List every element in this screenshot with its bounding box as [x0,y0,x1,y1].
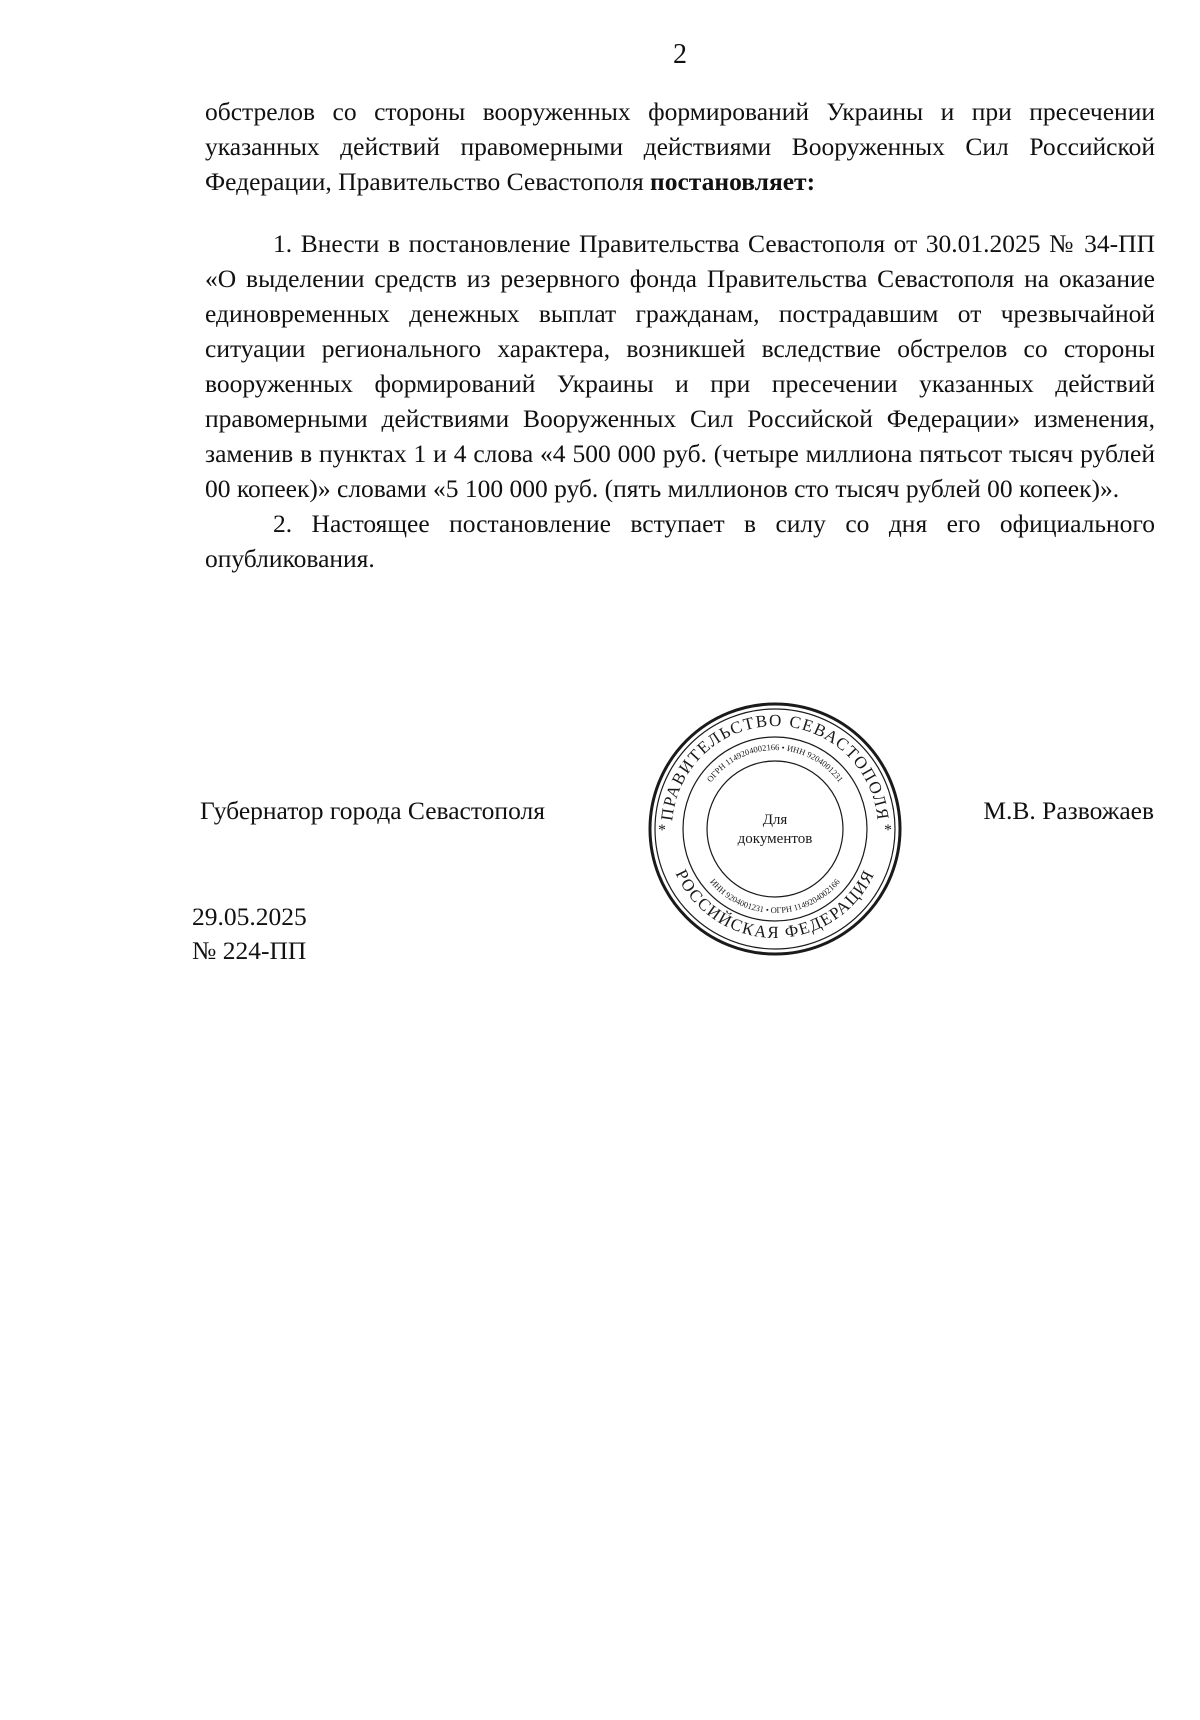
intro-paragraph [205,94,1155,199]
document-body [205,94,1155,576]
svg-text:ПРАВИТЕЛЬСТВО СЕВАСТОПОЛЯ [657,711,893,822]
document-requisites [192,900,307,968]
seal-center-line1: Для [762,812,788,828]
seal-star-left: * [658,822,666,839]
seal-star-right: * [884,822,892,839]
item-2-paragraph: 2. Настоящее постановление вступает в силу со дня его официального опубликования. [205,509,1155,573]
document-number: № 224-ПП [192,936,307,965]
intro-text: обстрелов со стороны вооруженных формирований Украины и при пресечении указанных действий правомерными действиями Вооруженных Сил Российской Федерации, Правительство Севастополя [205,97,1155,196]
signatory-position: Губернатор города Севастополя [200,796,545,825]
document-date: 29.05.2025 [192,902,307,931]
svg-text:ИНН 9204001231 • ОГРН 11492040 [708,877,842,915]
signatory-name: М.В. Развожаев [983,796,1154,825]
resolution-word: постановляет: [650,167,816,196]
seal-outer-bottom-text: РОССИЙСКАЯ ФЕДЕРАЦИЯ [671,866,879,943]
svg-text:ОГРН 1149204002166 • ИНН 92040 [705,742,846,784]
page-number: 2 [673,39,687,70]
seal-inner-top-text: ОГРН 1149204002166 • ИНН 9204001231 [704,741,846,785]
official-seal [644,698,906,960]
seal-outer-top-text: ПРАВИТЕЛЬСТВО СЕВАСТОПОЛЯ [657,710,893,822]
seal-inner-bottom-text: ИНН 9204001231 • ОГРН 1149204002166 [708,876,842,916]
seal-center-line2: документов [737,831,813,847]
item-1-paragraph: 1. Внести в постановление Правительства Севастополя от 30.01.2025 № 34-ПП «О выделении средств из резервного фонда Правительства Севастополя на оказание единовременных денежных выплат гражданам, пострадавшим от чрезвычайной ситуации регионального характера, возникшей вследствие обстрелов со стороны вооруженных формирований Украины и при пресечении указанных действий правомерными действиями Вооруженных Сил Российской Федерации» изменения, заменив в пунктах 1 и 4 слова «4 500 000 руб. (четыре миллиона пятьсот тысяч рублей 00 копеек)» словами «5 100 000 руб. (пять миллионов сто тысяч рублей 00 копеек)». [205,229,1155,503]
